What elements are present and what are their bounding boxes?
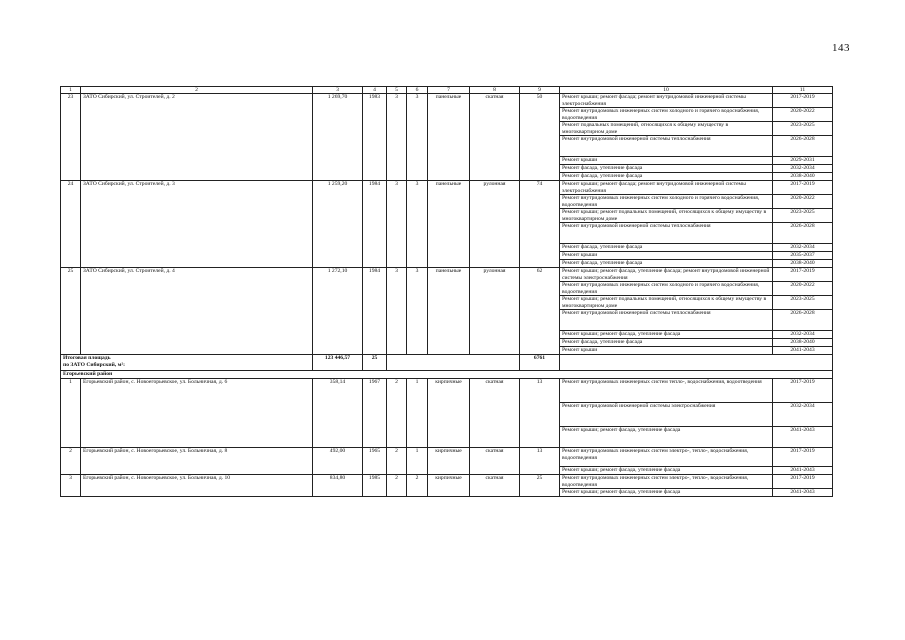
repair-period: 2017-2019 — [773, 94, 833, 108]
house-area: 834,80 — [313, 475, 363, 497]
total-count: 25 — [363, 355, 387, 371]
repair-work: Ремонт подвальных помещений, относящихся к общему имуществу в многоквартирном доме — [560, 122, 773, 136]
house-floors: 3 — [387, 94, 407, 181]
house-floors: 2 — [387, 448, 407, 475]
repair-work: Ремонт крыши; ремонт фасада, утепление фасада; ремонт внутридомовой инженерной системы электроснабжения — [560, 268, 773, 282]
house-floors: 2 — [387, 379, 407, 448]
total-area: 123 446,57 — [313, 355, 363, 371]
house-number: 23 — [61, 94, 81, 181]
repair-work: Ремонт внутридомовых инженерных систем электро-, тепло-, водоснабжения, водоотведения — [560, 448, 773, 467]
column-number: 3 — [313, 87, 363, 94]
repair-period: 2017-2019 — [773, 379, 833, 403]
repair-period: 2026-2028 — [773, 223, 833, 244]
repair-work: Ремонт крыши; ремонт фасада; ремонт внутридомовой инженерной системы электроснабжения — [560, 181, 773, 195]
house-roof: рулонная — [470, 268, 520, 355]
house-area: 1 259,20 — [313, 181, 363, 268]
repair-work: Ремонт внутридомовых инженерных систем холодного и горячего водоснабжения, водоотведения — [560, 108, 773, 122]
repair-work: Ремонт крыши; ремонт фасада, утепление фасада — [560, 331, 773, 339]
house-walls: панельные — [428, 94, 470, 181]
column-number: 4 — [363, 87, 387, 94]
repair-period: 2017-2019 — [773, 448, 833, 467]
column-number: 6 — [407, 87, 428, 94]
repair-work: Ремонт внутридомовой инженерной системы электроснабжения — [560, 403, 773, 427]
house-address: Егорьевский район, с. Новоегорьевское, ул. Больничная, д. 8 — [81, 448, 313, 475]
repair-work: Ремонт фасада, утепление фасада — [560, 173, 773, 181]
column-number: 5 — [387, 87, 407, 94]
house-roof: скатная — [470, 94, 520, 181]
repair-work: Ремонт крыши; ремонт фасада; ремонт внутридомовой инженерной системы электроснабжения — [560, 94, 773, 108]
house-residents: 50 — [520, 94, 560, 181]
repair-period: 2026-2028 — [773, 310, 833, 331]
repair-period: 2041-2043 — [773, 427, 833, 448]
repair-work: Ремонт фасада, утепление фасада — [560, 165, 773, 173]
repair-period: 2041-2043 — [773, 347, 833, 355]
total-label-line1: Итоговая площадь — [63, 355, 111, 362]
house-year: 1984 — [363, 181, 387, 268]
repair-period: 2038-2040 — [773, 173, 833, 181]
total-gap — [560, 355, 833, 371]
repair-work: Ремонт внутридомовых инженерных систем холодного и горячего водоснабжения, водоотведения — [560, 282, 773, 296]
house-number: 25 — [61, 268, 81, 355]
house-walls: кирпичные — [428, 475, 470, 497]
house-residents: 13 — [520, 379, 560, 448]
repair-period: 2020-2022 — [773, 195, 833, 209]
column-number-row — [61, 87, 833, 94]
repair-program-table — [60, 86, 833, 497]
repair-work: Ремонт крыши — [560, 252, 773, 260]
column-number: 2 — [81, 87, 313, 94]
house-year: 1984 — [363, 268, 387, 355]
repair-period: 2026-2028 — [773, 136, 833, 157]
house-walls: панельные — [428, 181, 470, 268]
house-entrances: 3 — [407, 268, 428, 355]
house-area: 1 269,70 — [313, 94, 363, 181]
house-floors: 3 — [387, 181, 407, 268]
house-row — [61, 448, 833, 467]
region-title: Егорьевский район — [61, 371, 833, 379]
house-row — [61, 94, 833, 108]
repair-work: Ремонт внутридомовой инженерной системы теплоснабжения — [560, 136, 773, 157]
house-address: ЗАТО Сибирский, ул. Строителей, д. 4 — [81, 268, 313, 355]
total-label — [61, 355, 313, 371]
house-number: 24 — [61, 181, 81, 268]
house-area: 358,14 — [313, 379, 363, 448]
region-row — [61, 371, 833, 379]
page-number: 143 — [832, 42, 850, 54]
total-row — [61, 355, 833, 371]
house-walls: кирпичные — [428, 448, 470, 475]
total-label-line2: по ЗАТО Сибирский, м²: — [63, 361, 126, 368]
house-year: 1965 — [363, 448, 387, 475]
column-number: 11 — [773, 87, 833, 94]
house-residents: 13 — [520, 448, 560, 475]
house-row — [61, 475, 833, 489]
repair-period: 2023-2025 — [773, 296, 833, 310]
repair-period: 2020-2022 — [773, 282, 833, 296]
repair-work: Ремонт внутридомовых инженерных систем электро-, тепло-, водоснабжения, водоотведения — [560, 475, 773, 489]
house-roof: скатная — [470, 448, 520, 475]
house-entrances: 1 — [407, 379, 428, 448]
repair-period: 2035-2037 — [773, 252, 833, 260]
repair-work: Ремонт крыши; ремонт подвальных помещений, относящихся к общему имуществу в многоквартирном доме — [560, 209, 773, 223]
repair-period: 2017-2019 — [773, 475, 833, 489]
total-residents: 6761 — [520, 355, 560, 371]
repair-period: 2023-2025 — [773, 122, 833, 136]
repair-period: 2032-2034 — [773, 244, 833, 252]
repair-period: 2032-2034 — [773, 165, 833, 173]
house-year: 1985 — [363, 475, 387, 497]
repair-period: 2038-2040 — [773, 339, 833, 347]
house-row — [61, 268, 833, 282]
repair-period: 2032-2034 — [773, 331, 833, 339]
house-number: 1 — [61, 379, 81, 448]
house-roof: скатная — [470, 379, 520, 448]
repair-work: Ремонт внутридомовых инженерных систем холодного и горячего водоснабжения, водоотведения — [560, 195, 773, 209]
repair-work: Ремонт крыши; ремонт фасада, утепление фасада — [560, 427, 773, 448]
house-residents: 25 — [520, 475, 560, 497]
house-year: 1967 — [363, 379, 387, 448]
house-entrances: 3 — [407, 181, 428, 268]
house-year: 1983 — [363, 94, 387, 181]
house-residents: 74 — [520, 181, 560, 268]
house-number: 2 — [61, 448, 81, 475]
repair-work: Ремонт крыши — [560, 347, 773, 355]
repair-work: Ремонт внутридомовых инженерных систем тепло-, водоснабжения, водоотведения — [560, 379, 773, 403]
repair-period: 2023-2025 — [773, 209, 833, 223]
repair-work: Ремонт крыши; ремонт фасада, утепление фасада — [560, 467, 773, 475]
repair-period: 2017-2019 — [773, 181, 833, 195]
repair-work: Ремонт фасада, утепление фасада — [560, 244, 773, 252]
repair-period: 2041-2043 — [773, 489, 833, 497]
table-body — [61, 87, 833, 497]
house-row — [61, 379, 833, 403]
house-floors: 2 — [387, 475, 407, 497]
house-walls: кирпичные — [428, 379, 470, 448]
house-address: Егорьевский район, с. Новоегорьевское, ул. Больничная, д. 10 — [81, 475, 313, 497]
repair-period: 2038-2040 — [773, 260, 833, 268]
repair-work: Ремонт внутридомовой инженерной системы теплоснабжения — [560, 223, 773, 244]
column-number: 9 — [520, 87, 560, 94]
house-row — [61, 181, 833, 195]
house-area: 1 272,10 — [313, 268, 363, 355]
column-number: 1 — [61, 87, 81, 94]
repair-period: 2017-2019 — [773, 268, 833, 282]
repair-work: Ремонт внутридомовой инженерной системы теплоснабжения — [560, 310, 773, 331]
house-entrances: 2 — [407, 475, 428, 497]
house-address: ЗАТО Сибирский, ул. Строителей, д. 2 — [81, 94, 313, 181]
repair-work: Ремонт крыши — [560, 157, 773, 165]
column-number: 7 — [428, 87, 470, 94]
total-gap — [387, 355, 520, 371]
house-residents: 62 — [520, 268, 560, 355]
house-number: 3 — [61, 475, 81, 497]
column-number: 10 — [560, 87, 773, 94]
repair-work: Ремонт крыши; ремонт фасада, утепление фасада — [560, 489, 773, 497]
house-address: ЗАТО Сибирский, ул. Строителей, д. 3 — [81, 181, 313, 268]
repair-work: Ремонт фасада, утепление фасада — [560, 260, 773, 268]
house-walls: панельные — [428, 268, 470, 355]
repair-period: 2020-2022 — [773, 108, 833, 122]
house-roof: рулонная — [470, 181, 520, 268]
house-roof: скатная — [470, 475, 520, 497]
repair-work: Ремонт фасада, утепление фасада — [560, 339, 773, 347]
house-floors: 3 — [387, 268, 407, 355]
house-entrances: 1 — [407, 448, 428, 475]
repair-period: 2032-2034 — [773, 403, 833, 427]
repair-period: 2029-2031 — [773, 157, 833, 165]
repair-period: 2041-2043 — [773, 467, 833, 475]
house-entrances: 3 — [407, 94, 428, 181]
repair-work: Ремонт крыши; ремонт подвальных помещений, относящихся к общему имуществу в многоквартирном доме — [560, 296, 773, 310]
column-number: 8 — [470, 87, 520, 94]
house-area: 492,00 — [313, 448, 363, 475]
house-address: Егорьевский район, с. Новоегорьевское, ул. Больничная, д. 6 — [81, 379, 313, 448]
